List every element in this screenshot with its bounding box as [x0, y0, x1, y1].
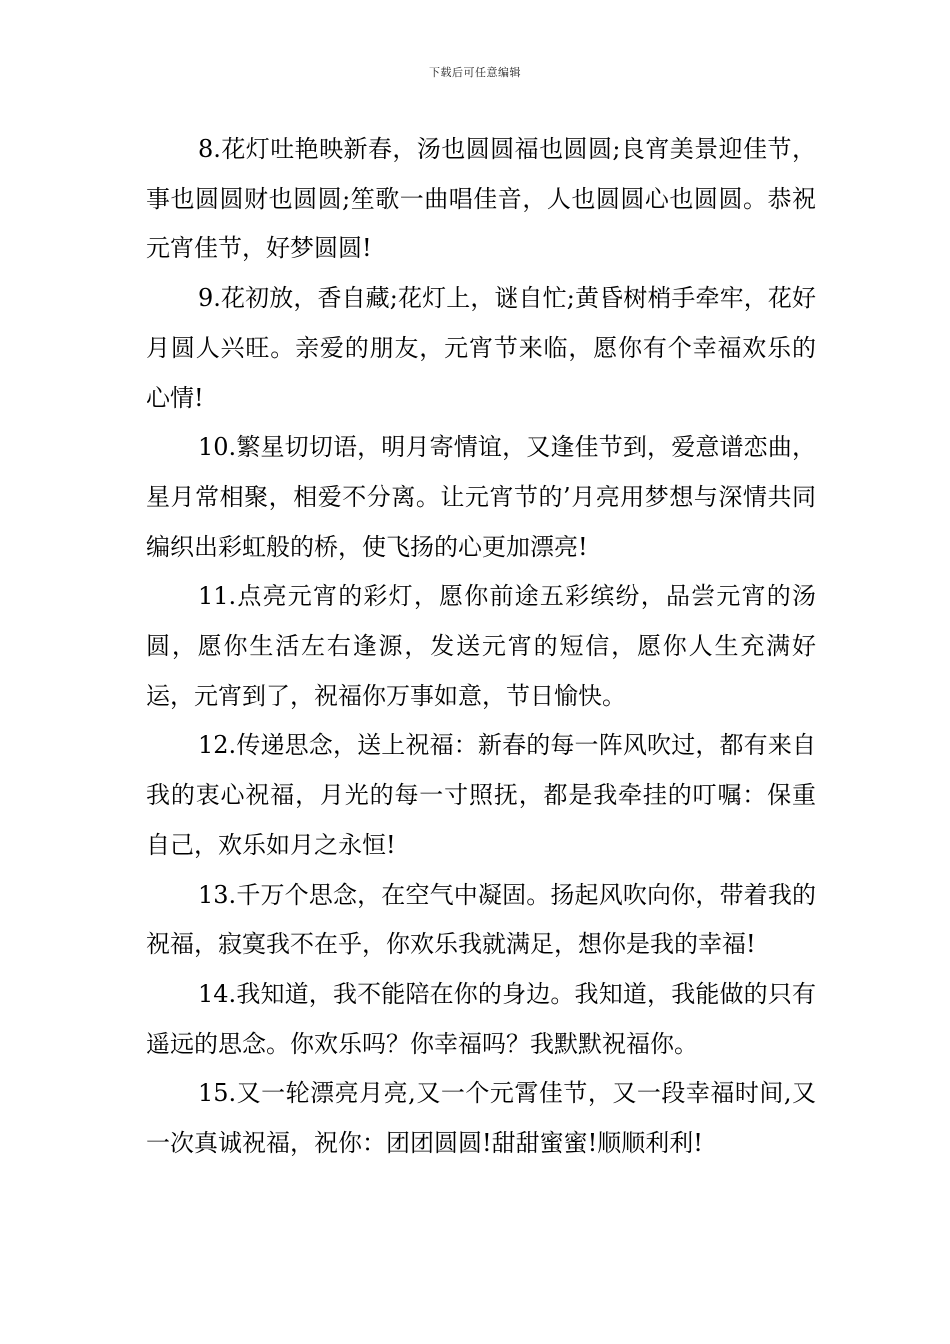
- paragraph-9: 9.花初放，香自藏;花灯上，谜自忙;黄昏树梢手牵牢，花好月圆人兴旺。亲爱的朋友，元宵节来临，愿你有个幸福欢乐的心情!: [146, 284, 816, 412]
- document-body: [146, 125, 816, 1169]
- paragraph-11: 11.点亮元宵的彩灯，愿你前途五彩缤纷，品尝元宵的汤圆，愿你生活左右逢源，发送元宵的短信，愿你人生充满好运，元宵到了，祝福你万事如意，节日愉快。: [146, 582, 816, 710]
- paragraph-14: 14.我知道，我不能陪在你的身边。我知道，我能做的只有遥远的思念。你欢乐吗？你幸福吗？我默默祝福你。: [146, 979, 816, 1058]
- paragraph-15: 15.又一轮漂亮月亮,又一个元霄佳节，又一段幸福时间,又一次真诚祝福，祝你：团团圆圆!甜甜蜜蜜!顺顺利利!: [146, 1079, 816, 1158]
- page-header: 下载后可任意编辑: [429, 66, 521, 79]
- paragraph-8: 8.花灯吐艳映新春，汤也圆圆福也圆圆;良宵美景迎佳节，事也圆圆财也圆圆;笙歌一曲唱佳音，人也圆圆心也圆圆。恭祝元宵佳节，好梦圆圆!: [146, 135, 816, 263]
- paragraph-10: 10.繁星切切语，明月寄情谊，又逢佳节到，爱意谱恋曲，星月常相聚，相爱不分离。让元宵节的’月亮用梦想与深情共同编织出彩虹般的桥，使飞扬的心更加漂亮!: [146, 433, 816, 561]
- paragraph-12: 12.传递思念，送上祝福：新春的每一阵风吹过，都有来自我的衷心祝福，月光的每一寸照抚，都是我牵挂的叮嘱：保重自己，欢乐如月之永恒!: [146, 731, 816, 859]
- paragraph-13: 13.千万个思念，在空气中凝固。扬起风吹向你，带着我的祝福，寂寞我不在乎，你欢乐我就满足，想你是我的幸福!: [146, 880, 816, 959]
